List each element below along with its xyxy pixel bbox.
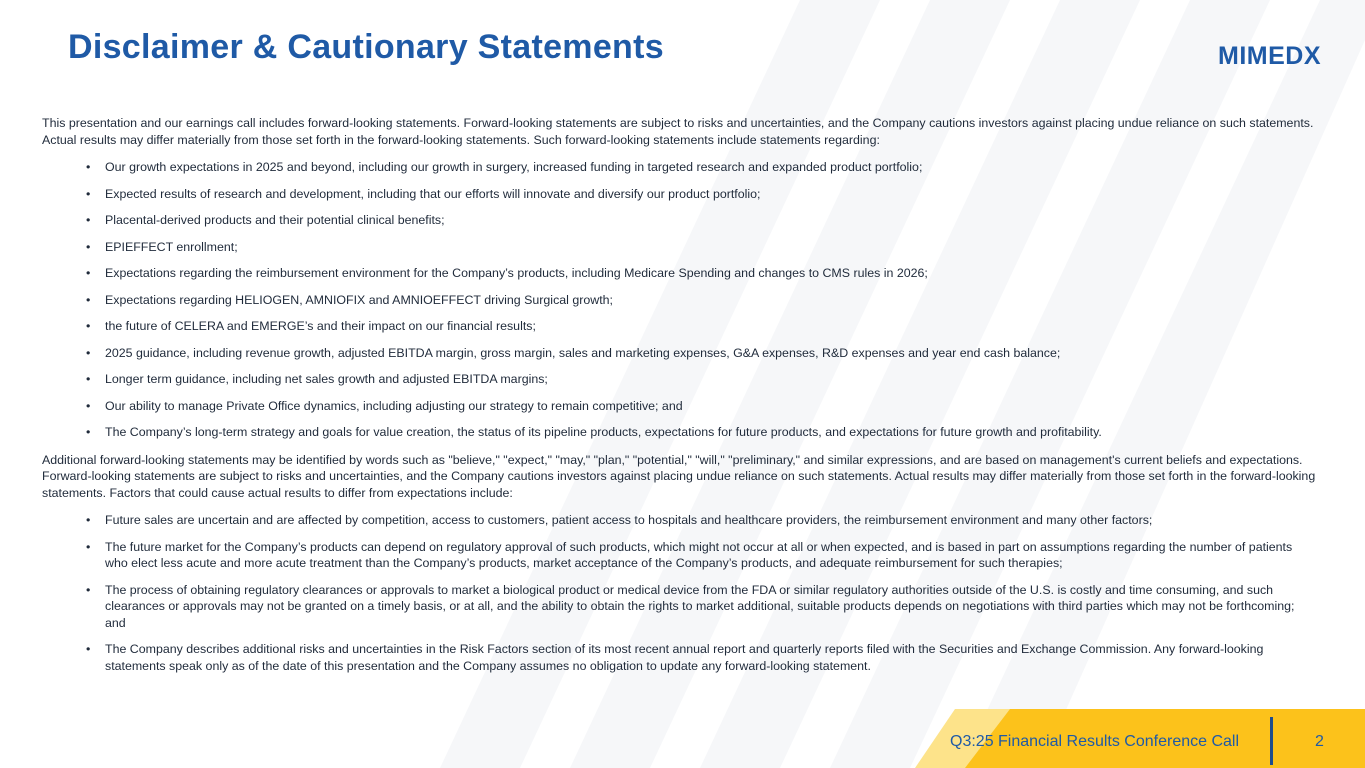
company-logo [1218,42,1321,71]
footer-label: Q3:25 Financial Results Conference Call [950,733,1240,750]
bullet-mark: • [86,266,91,280]
bullet-mark: • [86,213,91,227]
bullet-mark: • [86,372,91,386]
bullet-mark: • [86,186,91,201]
intro-paragraph: This presentation and our earnings call includes forward-looking statements. Forward-looking statements are subject to risks and uncertainties, and the Company cautions investors against placing undue reliance on such statements. Actual results may differ materially from those set forth in the forward-looking statements. Such forward-looking statements include statements regarding: [42,116,1314,147]
list-item: • Expected results of research and development, including that our efforts will innovate and diversify our product portfolio; [86,186,761,201]
logo-text: MIMEDX [1218,42,1321,70]
list-item: • Placental-derived products and their potential clinical benefits; [86,213,445,227]
bullet-mark: • [86,513,91,527]
risk-factor-list [42,512,1317,674]
bullet-mark: • [86,292,91,307]
bullet-mark: • [86,398,91,413]
bullet-mark: • [86,539,91,554]
page-title: Disclaimer & Cautionary Statements [68,28,664,66]
forward-looking-list [42,159,1317,441]
bullet-mark: • [86,425,91,439]
list-item: • EPIEFFECT enrollment; [86,239,238,254]
page-number: 2 [1315,733,1324,750]
list-item: • the future of CELERA and EMERGE’s and their impact on our financial results; [86,319,536,333]
list-item: • The Company describes additional risks and uncertainties in the Risk Factors section of its most recent annual report and quarterly reports filed with the Securities and Exchange Commission. Any forward-looking statements speak only as of the date of this presentation and the Company assumes no obligation to update any forward-looking statement. [86,642,1264,673]
list-item: • Our ability to manage Private Office dynamics, including adjusting our strategy to remain competitive; and [86,398,683,413]
list-item: • The process of obtaining regulatory clearances or approvals to market a biological product or medical device from the FDA or similar regulatory authorities outside of the U.S. is costly and time consuming, and such clearances or approvals may not be granted on a timely basis, or at all, and the ability to obtain the rights to market additional, suitable products depends on negotiations with third parties which may not be forthcoming; and [86,582,1295,630]
bullet-mark: • [86,239,91,254]
list-item: • The Company’s long-term strategy and goals for value creation, the status of its pipeline products, expectations for future products, and expectations for future growth and profitability. [86,425,1102,439]
list-item: • 2025 guidance, including revenue growth, adjusted EBITDA margin, gross margin, sales and marketing expenses, G&A expenses, R&D expenses and year end cash balance; [86,345,1061,360]
bullet-mark: • [86,582,91,597]
bullet-mark: • [86,345,91,360]
list-item: • Expectations regarding the reimbursement environment for the Company’s products, including Medicare Spending and changes to CMS rules in 2026; [86,266,928,280]
list-item: • Expectations regarding HELIOGEN, AMNIOFIX and AMNIOEFFECT driving Surgical growth; [86,292,613,307]
middle-paragraph: Additional forward-looking statements may be identified by words such as "believe," "expect," "may," "plan," "potential," "will," "preliminary," and similar expressions, and are based on management's current beliefs and expectations. Forward-looking statements are subject to risks and uncertainties, and the Company cautions investors against placing undue reliance on such statements. Actual results may differ materially from those set forth in the forward-looking statements. Factors that could cause actual results to differ from expectations include: [42,452,1316,500]
bullet-mark: • [86,319,91,333]
bullet-mark: • [86,642,91,656]
bullet-mark: • [86,160,91,174]
list-item: • Longer term guidance, including net sales growth and adjusted EBITDA margins; [86,372,548,386]
list-item: • Our growth expectations in 2025 and beyond, including our growth in surgery, increased funding in targeted research and expanded product portfolio; [86,160,923,174]
disclaimer-body [42,115,1317,685]
footer-divider [1270,717,1273,765]
list-item: • The future market for the Company’s products can depend on regulatory approval of such products, which might not occur at all or when expected, and is based in part on assumptions regarding the number of patients who elect less acute and more acute treatment than the Company’s products, market acceptance of the Company’s products, and adequate reimbursement for such therapies; [86,539,1293,570]
list-item: • Future sales are uncertain and are affected by competition, access to customers, patient access to hospitals and healthcare providers, the reimbursement environment and many other factors; [86,513,1153,527]
